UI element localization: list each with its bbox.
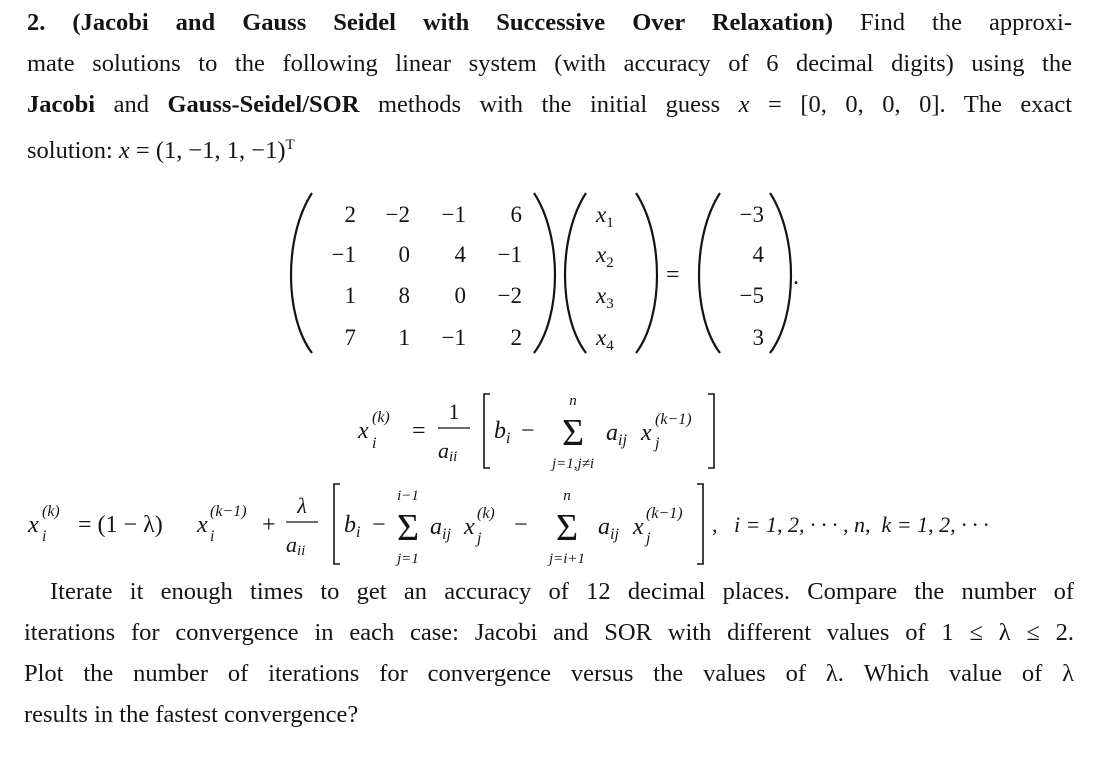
matrix-cell: 0: [398, 242, 410, 267]
problem-line-2: mate solutions to the following linear system (with accuracy of 6 decimal digits) using the: [27, 50, 1072, 77]
jacobi-sum-upper: n: [569, 393, 577, 409]
sor-left-bracket: [334, 484, 340, 564]
solution-transpose: T: [285, 137, 295, 153]
sor-sigma-1: Σ: [396, 507, 420, 549]
jacobi-lhs-sup: (k): [372, 409, 390, 426]
unknown-x1: $x_1$: [596, 202, 614, 231]
jacobi-equals: =: [412, 418, 426, 444]
unknown-x2: $x_2$: [596, 242, 614, 271]
sor-sum2-lower: j=i+1: [548, 551, 586, 567]
sor-sum2-x-sup: (k−1): [646, 505, 683, 522]
matrix-cell: 1: [398, 325, 410, 350]
jacobi-sum-lower: j=1,j≠i: [551, 456, 595, 472]
jacobi-lhs-x: x: [358, 418, 369, 444]
system-end-mark: .: [793, 264, 799, 290]
sor-sum2-upper: n: [563, 488, 571, 504]
matrix-cell: 6: [510, 202, 522, 227]
matrix-cell: 8: [398, 283, 410, 308]
sor-prev-sub: i: [210, 528, 215, 545]
rhs-value: −3: [739, 202, 764, 227]
matrix-cell: −1: [441, 202, 466, 227]
sor-sum1-x: x: [464, 514, 475, 540]
problem-title: (Jacobi and Gauss Seidel with Successive Over Relaxation): [72, 9, 833, 36]
sor-right-bracket: [697, 484, 703, 564]
sor-prev-x: x: [197, 512, 208, 538]
sor-minus-2: −: [514, 512, 528, 538]
task-line-4: results in the fastest convergence?: [24, 701, 359, 728]
jacobi-term-a: $a_{ij}$: [606, 420, 627, 449]
intro-text-1: Find the approxi-: [860, 9, 1072, 36]
unknown-x3: $x_3$: [596, 283, 614, 312]
sor-lhs-sub: i: [42, 528, 47, 545]
sor-plus: +: [262, 512, 276, 538]
sor-relax-term: = (1 − λ): [78, 512, 163, 538]
matrix-cell: 7: [344, 325, 356, 350]
rhs-value: 4: [752, 242, 764, 267]
sor-frac-den: aii: [286, 532, 306, 559]
task-line-2: iterations for convergence in each case: Jacobi and SOR with different values of 1 ≤ λ ≤ 2.: [24, 619, 1074, 646]
sor-b: $b_i$: [344, 512, 361, 541]
system-equals-sign: =: [666, 262, 680, 288]
sor-lhs-x: x: [28, 512, 39, 538]
sor-index-range: , i = 1, 2, · · · , n, k = 1, 2, · · ·: [712, 512, 989, 537]
sor-lhs-sup: (k): [42, 503, 60, 520]
sor-sum1-x-sup: (k): [477, 505, 495, 522]
method-gs-sor: Gauss-Seidel/SOR: [167, 91, 360, 118]
matrix-cell: 0: [454, 283, 466, 308]
sor-sum1-a: $a_{ij}$: [430, 514, 451, 543]
rhs-value: −5: [739, 283, 764, 308]
sor-minus: −: [372, 512, 386, 538]
matrix-cell: −1: [497, 242, 522, 267]
unknown-x4: $x_4$: [596, 325, 614, 354]
sor-prev-sup: (k−1): [210, 503, 247, 520]
sor-sum2-x: x: [633, 514, 644, 540]
jacobi-sigma: Σ: [561, 412, 585, 454]
initial-guess-value: = [0, 0, 0, 0]. The exact: [749, 91, 1073, 118]
sor-sum2-x-sub: j: [646, 530, 651, 547]
matrix-cell: −1: [441, 325, 466, 350]
solution-value: = (1, −1, 1, −1): [129, 137, 286, 165]
matrix-cell: −2: [385, 202, 410, 227]
jacobi-term-x-sub: j: [655, 435, 660, 452]
jacobi-term-x-sup: (k−1): [655, 411, 692, 428]
jacobi-term-x: x: [641, 420, 652, 446]
matrix-cell: 1: [344, 283, 356, 308]
matrix-cell: 4: [454, 242, 466, 267]
sor-sum1-lower: j=1: [397, 551, 419, 567]
jacobi-b: $b_i$: [494, 418, 511, 447]
and-word: and: [113, 91, 149, 118]
problem-number: 2.: [27, 9, 46, 36]
methods-text: methods with the initial guess: [377, 91, 721, 118]
matrix-cell: −1: [331, 242, 356, 267]
jacobi-minus: −: [521, 418, 535, 444]
sor-sum1-x-sub: j: [477, 530, 482, 547]
matrix-cell: −2: [497, 283, 522, 308]
rhs-value: 3: [752, 325, 764, 350]
jacobi-lhs-sub: i: [372, 435, 377, 452]
solution-var: x: [118, 137, 130, 165]
sor-sigma-2: Σ: [555, 507, 579, 549]
method-jacobi: Jacobi: [27, 91, 96, 118]
task-line-3: Plot the number of iterations for convergence versus the values of λ. Which value of λ: [24, 660, 1074, 687]
initial-guess-var: x: [738, 91, 750, 118]
jacobi-frac-den: aii: [438, 438, 458, 465]
solution-label: solution:: [27, 137, 113, 165]
task-statement: [24, 571, 1074, 735]
matrix-cell: 2: [510, 325, 522, 350]
matrix-cell: 2: [344, 202, 356, 227]
sor-frac-num: λ: [297, 493, 307, 518]
task-line-1: Iterate it enough times to get an accuracy of 12 decimal places. Compare the number of: [50, 578, 1074, 605]
sor-sum1-upper: i−1: [397, 488, 419, 504]
jacobi-frac-num: 1: [448, 399, 460, 424]
sor-sum2-a: $a_{ij}$: [598, 514, 619, 543]
